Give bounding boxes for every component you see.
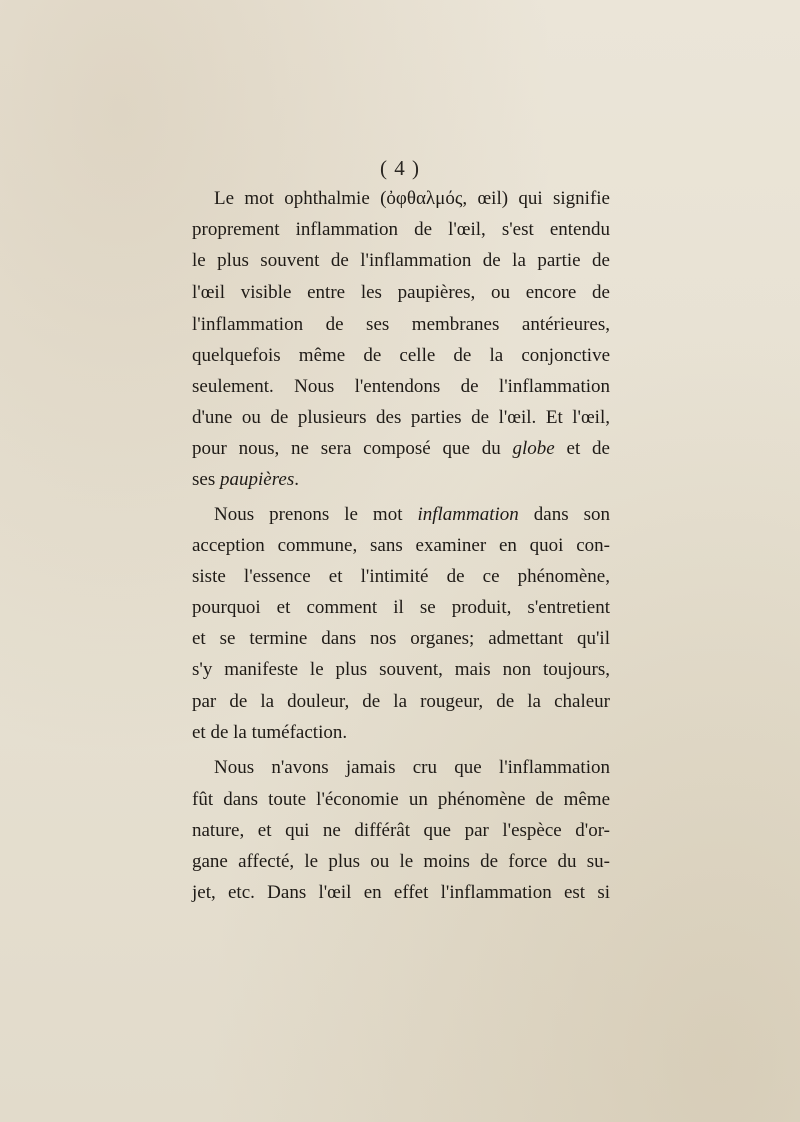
text-line: par de la douleur, de la rougeur, de la chaleur (192, 691, 610, 712)
text-line: et se termine dans nos organes; admettant qu'il (192, 628, 610, 649)
text-line: l'inflammation de ses membranes antérieures, (192, 314, 610, 335)
text-line: proprement inflammation de l'œil, s'est entendu (192, 219, 610, 240)
text-line: Nous prenons le mot inflammation dans son (214, 504, 610, 525)
text-line: d'une ou de plusieurs des parties de l'œil. Et l'œil, (192, 407, 610, 428)
text-line: le plus souvent de l'inflammation de la partie de (192, 250, 610, 271)
text-line: pour nous, ne sera composé que du globe et de (192, 438, 610, 459)
text-line: Nous n'avons jamais cru que l'inflammation (214, 757, 610, 778)
page-number: ( 4 ) (380, 156, 420, 180)
text-line: siste l'essence et l'intimité de ce phénomène, (192, 566, 610, 587)
text-line: seulement. Nous l'entendons de l'inflammation (192, 376, 610, 397)
text-line: Le mot ophthalmie (ὀφθαλμός, œil) qui signifie (214, 188, 610, 209)
text-line: jet, etc. Dans l'œil en effet l'inflammation est si (192, 882, 610, 903)
text-line: gane affecté, le plus ou le moins de force du su- (192, 851, 610, 872)
text-line: acception commune, sans examiner en quoi con- (192, 535, 610, 556)
text-line: pourquoi et comment il se produit, s'entretient (192, 597, 610, 618)
text-line: l'œil visible entre les paupières, ou encore de (192, 282, 610, 303)
text-line: et de la tuméfaction. (192, 722, 348, 743)
text-line: fût dans toute l'économie un phénomène de même (192, 789, 610, 810)
text-line: s'y manifeste le plus souvent, mais non toujours, (192, 659, 610, 680)
text-line: nature, et qui ne différât que par l'espèce d'or- (192, 820, 610, 841)
text-line: ses paupières. (192, 469, 299, 490)
text-line: quelquefois même de celle de la conjonctive (192, 345, 610, 366)
